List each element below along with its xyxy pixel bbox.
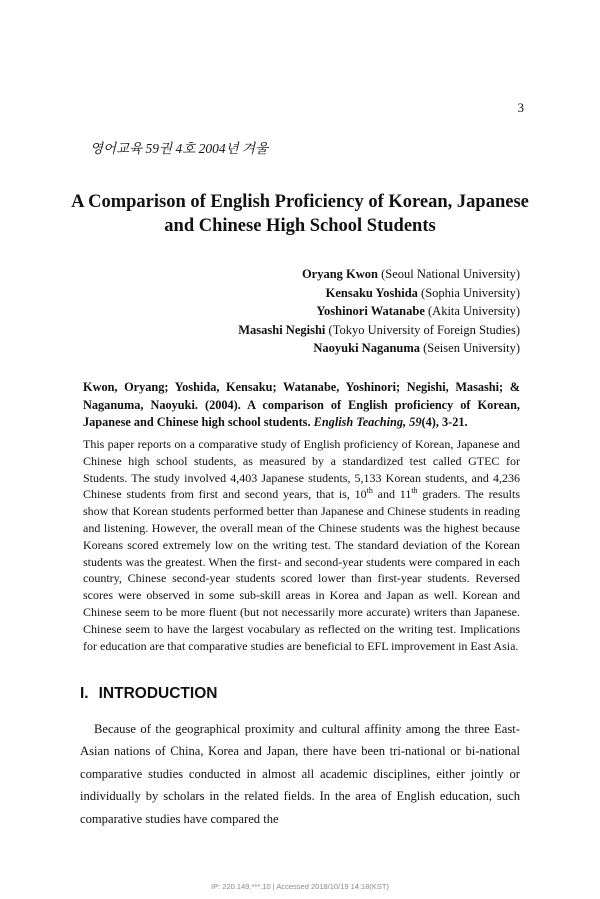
author-affiliation: (Tokyo University of Foreign Studies) (328, 322, 520, 337)
abstract-text: graders. The results show that Korean students performed better than Japanese and Chinese students in reading and listening. However, the overall mean of the Chinese students was the highest because Koreans scored extremely low on the writing test. The standard deviation of the Korean students was the greatest. When the first- and second-year students were compared in each country, Chinese second-year students scored lower than first-year students. Reversed scores were observed in some sub-skill areas in Korea and Japan as well. Korean and Chinese seem to be more fluent (but not necessarily more accurate) writers than Japanese. Chinese seem to have the largest vocabulary as reflected on the writing test. Implications for education are that comparative studies are beneficial to EFL improvement in East Asia. (83, 487, 520, 653)
author-line (238, 321, 520, 340)
ordinal-suffix: th (366, 486, 373, 496)
abstract (83, 436, 520, 654)
author-line (238, 265, 520, 284)
author-affiliation: (Sophia University) (421, 285, 520, 300)
page-number: 3 (517, 100, 524, 115)
citation-journal: English Teaching, 59 (313, 415, 422, 429)
body-paragraph: Because of the geographical proximity and cultural affinity among the three East-Asian nations of China, Korea and Japan, there have been tri-national or bi-national comparative studies conducted in almost all academic disciplines, either jointly or individually by scholars in the related fields. In the area of English education, such comparative studies have compared the (80, 722, 520, 826)
author-line (238, 302, 520, 321)
access-footer: IP: 220.149.***.10 | Accessed 2018/10/19 14:18(KST) (211, 882, 389, 891)
author-affiliation: (Akita University) (428, 304, 520, 319)
author-list (238, 265, 520, 358)
author-name: Oryang Kwon (301, 267, 378, 281)
author-name: Naoyuki Naganuma (313, 341, 421, 356)
author-affiliation: (Seisen University) (423, 341, 520, 356)
citation-main: Kwon, Oryang; Yoshida, Kensaku; Watanabe, Yoshinori; Negishi, Masashi; & Naganuma, Naoyuki. (2004). A comparison of English proficiency of Korean, Japanese and Chinese high school students. (83, 380, 520, 429)
author-name: Kensaku Yoshida (325, 285, 418, 300)
abstract-text: This paper reports on a comparative study of English proficiency of Korean, Japanese and Chinese high school students, as measured by a standardized test called GTEC for Students. The study involved 4,403 Japanese students, 5,133 Korean students, and 4,236 Chinese students from first and second years, that is, 10 (83, 437, 520, 502)
section-heading (80, 685, 217, 703)
section-number: I. (80, 685, 89, 702)
citation-block (83, 379, 520, 432)
journal-header: 영어교육 59권 4호 2004년 겨울 (90, 141, 269, 156)
ordinal-suffix: th (411, 486, 418, 496)
author-affiliation: (Seoul National University) (381, 267, 520, 281)
abstract-text: and 11 (372, 487, 412, 502)
author-line (238, 339, 520, 358)
section-title: INTRODUCTION (98, 685, 218, 702)
author-line (238, 284, 520, 303)
citation-issue-pages: (4), 3-21. (421, 415, 468, 429)
author-name: Yoshinori Watanabe (316, 304, 425, 319)
paper-title: A Comparison of English Proficiency of Korean, Japanese and Chinese High School Students (71, 192, 529, 236)
author-name: Masashi Negishi (238, 322, 326, 337)
